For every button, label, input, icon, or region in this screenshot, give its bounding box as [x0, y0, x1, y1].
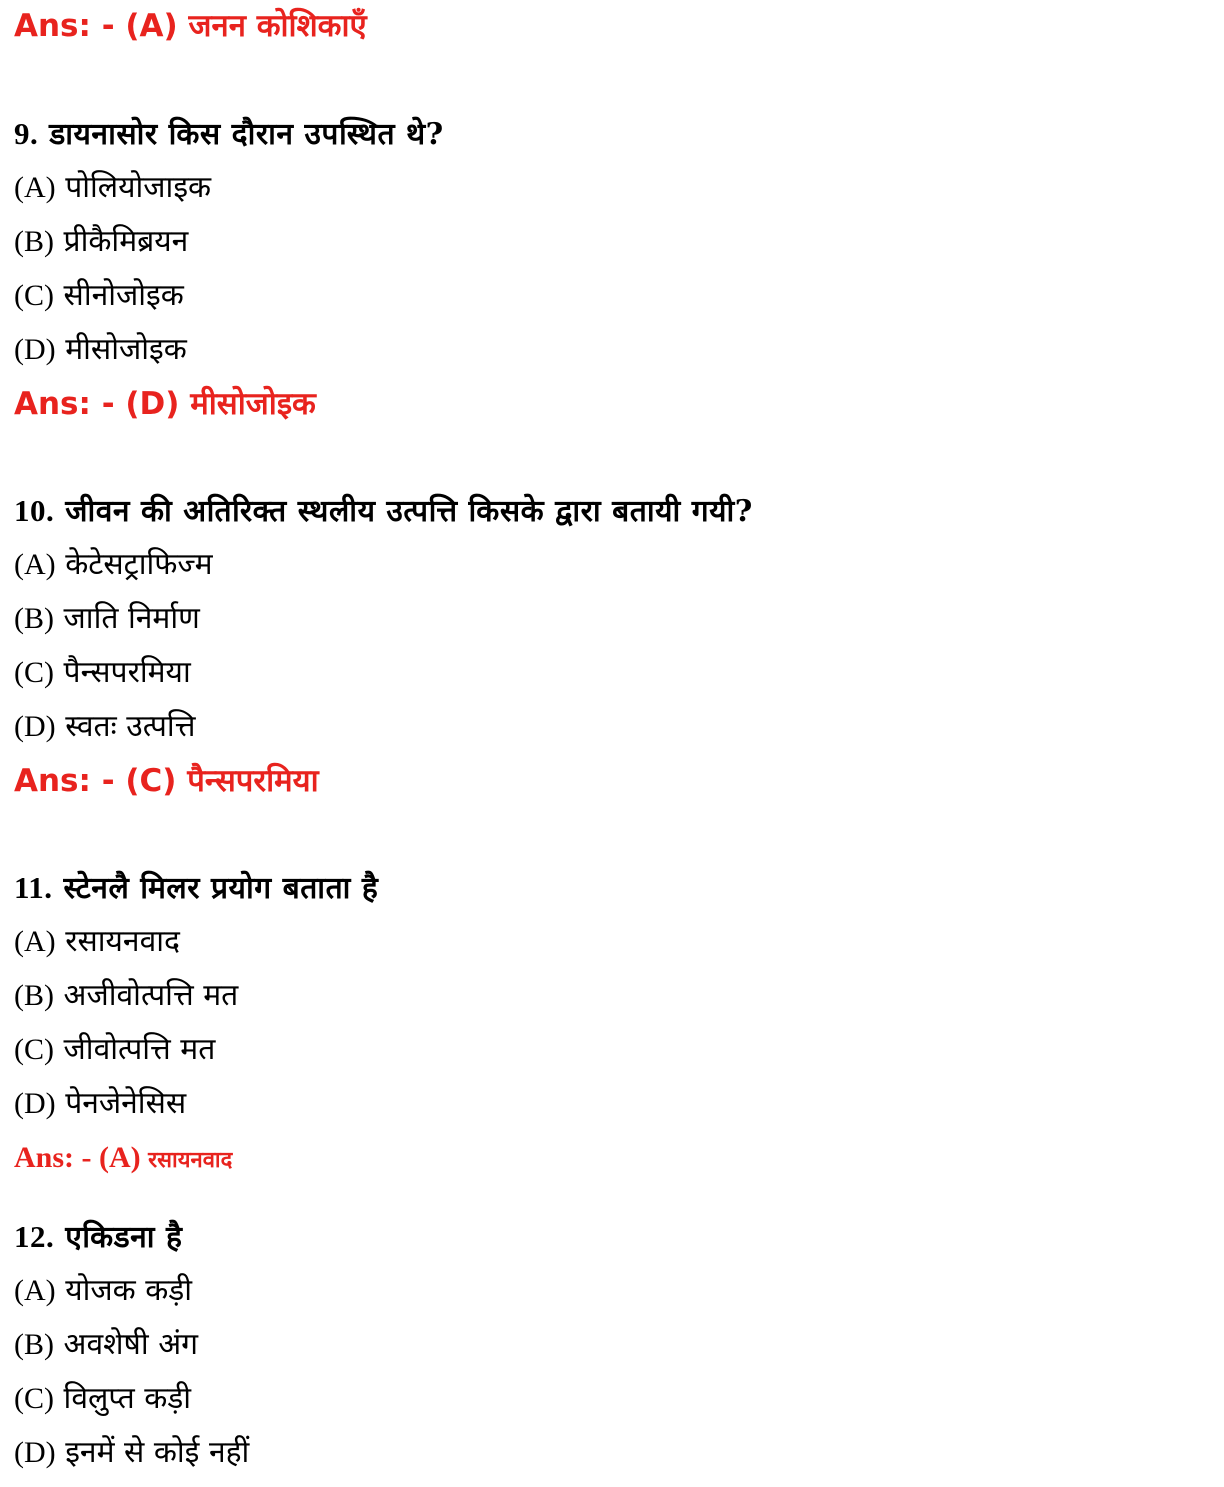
option-b [14, 599, 753, 653]
option-letter: (A) [14, 925, 56, 958]
option-a [14, 545, 753, 599]
option-text: योजक कड़ी [65, 1273, 193, 1308]
question-number: 12. [14, 1219, 55, 1254]
option-text: अजीवोत्पत्ति मत [63, 978, 239, 1013]
option-b [14, 976, 378, 1030]
option-c [14, 276, 444, 330]
option-text: पेनजेनेसिस [65, 1086, 187, 1121]
question-number: 11. [14, 870, 53, 905]
option-c [14, 653, 753, 707]
question-text: डायनासोर किस दौरान उपस्थित थे? [49, 117, 444, 152]
option-a [14, 168, 444, 222]
answer-text: जनन कोशिकाएँ [188, 8, 367, 44]
option-text: सीनोजोइक [63, 278, 184, 313]
answer-line [14, 1138, 378, 1192]
option-d [14, 330, 444, 384]
option-text: पोलियोजाइक [65, 170, 212, 205]
option-text: पैन्सपरमिया [63, 655, 191, 690]
option-letter: (D) [14, 1436, 56, 1469]
question-block-11 [14, 868, 378, 1192]
option-text: मीसोजोइक [65, 332, 187, 367]
option-letter: (B) [14, 979, 54, 1012]
question-block-9 [14, 114, 444, 438]
option-text: जाति निर्माण [63, 601, 200, 636]
option-text: विलुप्त कड़ी [63, 1381, 192, 1416]
option-letter: (C) [14, 279, 54, 312]
answer-text: पैन्सपरमिया [187, 763, 319, 799]
option-a [14, 922, 378, 976]
option-letter: (B) [14, 225, 54, 258]
answer-line [14, 761, 753, 815]
option-letter: (A) [14, 548, 56, 581]
option-letter: (C) [14, 656, 54, 689]
answer-prefix: Ans: - (C) [14, 763, 177, 799]
option-text: प्रीकैमिब्रयन [63, 224, 189, 259]
question-number: 10. [14, 493, 55, 528]
option-letter: (B) [14, 602, 54, 635]
option-text: स्वतः उत्पत्ति [65, 709, 196, 744]
answer-prefix: Ans: - (A) [14, 1141, 141, 1174]
question-text: स्टेनलै मिलर प्रयोग बताता है [63, 871, 379, 906]
option-c [14, 1030, 378, 1084]
option-letter: (A) [14, 1274, 56, 1307]
option-b [14, 222, 444, 276]
option-text: अवशेषी अंग [63, 1327, 199, 1362]
option-d [14, 707, 753, 761]
option-text: रसायनवाद [65, 924, 180, 959]
answer-line [14, 6, 367, 60]
option-a [14, 1271, 249, 1325]
question-text: एकिडना है [65, 1220, 183, 1255]
option-letter: (C) [14, 1033, 54, 1066]
option-letter: (D) [14, 1087, 56, 1120]
option-letter: (D) [14, 710, 56, 743]
question-heading [14, 114, 444, 168]
option-text: इनमें से कोई नहीं [65, 1435, 250, 1470]
option-letter: (A) [14, 171, 56, 204]
answer-line [14, 384, 444, 438]
option-letter: (C) [14, 1382, 54, 1415]
question-heading [14, 491, 753, 545]
question-number: 9. [14, 116, 39, 151]
option-c [14, 1379, 249, 1433]
option-d [14, 1433, 249, 1487]
option-letter: (D) [14, 333, 56, 366]
option-text: जीवोत्पत्ति मत [63, 1032, 216, 1067]
option-b [14, 1325, 249, 1379]
question-text: जीवन की अतिरिक्त स्थलीय उत्पत्ति किसके द्वारा बतायी गयी? [65, 494, 753, 529]
option-text: केटेसट्राफिज्म [65, 547, 213, 582]
question-block-10 [14, 491, 753, 815]
question-block-12 [14, 1217, 249, 1487]
answer-prefix: Ans: - (A) [14, 8, 178, 44]
answer-prefix: Ans: - (D) [14, 386, 180, 422]
option-d [14, 1084, 378, 1138]
option-letter: (B) [14, 1328, 54, 1361]
answer-text: मीसोजोइक [190, 386, 316, 422]
question-heading [14, 1217, 249, 1271]
question-heading [14, 868, 378, 922]
answer-text: रसायनवाद [148, 1147, 233, 1172]
